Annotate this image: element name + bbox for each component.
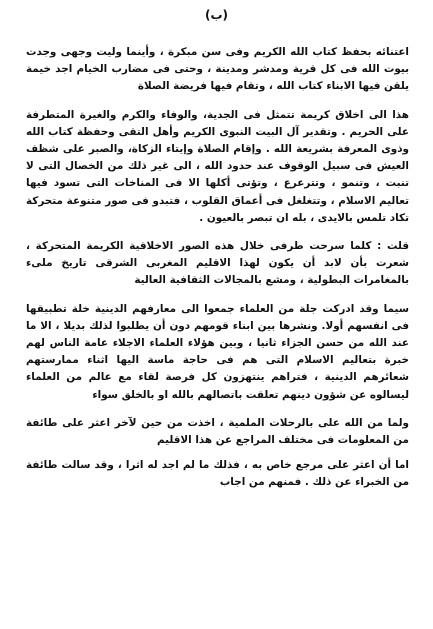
paragraph: هذا الى اخلاق كريمة تتمثل فى الجدية، والوفاء والكرم والغيرة المتطرفة على الحريم . وتقدير آل البيت النبوى الكريم وأهل التقى وحفظة كتاب الله وذوى المعرفة بشريعة الله . وإقام الصلاة وإيتاء الزكاة، والصبر على شظف العيش فى سبيل الوقوف عند حدود الله ، الى غير ذلك من الخصال التى لا تنبت ، وتنمو ، وتترعرع ، وتؤتى أكلها الا فى المناخات التى تسود فيها تعاليم الاسلام ، وتتغلغل فى أعماق القلوب ، فتبدو فى صور متنوعة متحركة تكاد تلمس بالايدى ، بله ان تبصر بالعيون . bbox=[26, 108, 409, 224]
page-number: (ب) bbox=[204, 8, 229, 22]
paragraph: اعتنائه بحفظ كتاب الله الكريم وفى سن مبكرة ، وأينما وليت وجهى وجدت بيوت الله فى كل قرية ومدشر ومدينة ، وحتى فى مضارب الخيام اجد خيمة يلقن فيها الابناء كتاب الله ، وتقام فيها فريضة الصلاة bbox=[26, 46, 409, 93]
page-body-text bbox=[26, 44, 409, 500]
paragraph: اما أن اعثر على مرجع خاص به ، فذلك ما لم اجد له اثرا ، وقد سالت طائفة من الخبراء عن ذلك . فمنهم من اجاب bbox=[26, 459, 409, 489]
paragraph: ولما من الله على بالرحلات الملمية ، اخذت من حين لآخر اعثر على طائفة من المعلومات فى مختلف المراجع عن هذا الاقليم bbox=[26, 416, 409, 447]
paragraph: سيما وقد ادركت جلة من العلماء جمعوا الى معارفهم الدينية خلة تطبيقها فى انفسهم أولا. ونشرها بين ابناء قومهم دون أن يطلبوا لذلك بديلا ، الا ما عند الله من حسن الجزاء ثانيا ، وبين هؤلاء العلماء الاجلاء عامة الناس لهم خبرة بتعاليم الاسلام التى هم فى حاجة ماسة اليها اثناء ممارستهم شعائرهم الدينية ، فتراهم ينتهزون كل فرصة لقاء مع عالم من العلماء ليسالوه عن شؤون دينهم تعلقت باتصالهم بالله او بالخلق سواء bbox=[26, 302, 409, 401]
paragraph: قلت : كلما سرحت طرفى خلال هذه الصور الاخلاقية الكريمة المتحركة ، شعرت بأن لابد أن يكون لهذا الاقليم المغربى الشرقى تاريخ ملىء بالمغامرات البطولية ، ومشع بالمجالات الثقافية العالية bbox=[26, 240, 409, 287]
